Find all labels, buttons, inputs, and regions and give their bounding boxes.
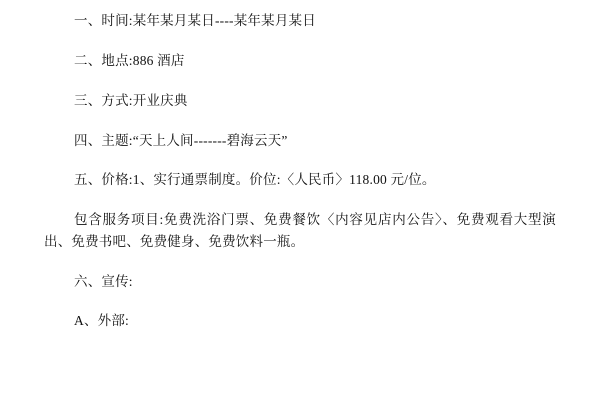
paragraph-schedule-price: 五、价格:1、实行通票制度。价位:〈人民币〉118.00 元/位。 — [74, 172, 436, 188]
paragraph-schedule-promotion: 六、宣传: — [74, 274, 133, 290]
paragraph-promotion-external: A、外部: — [74, 312, 129, 328]
paragraph-included-services: 包含服务项目:免费洗浴门票、免费餐饮〈内容见店内公告〉、免费观看大型演出、免费书吧、免费健身、免费饮料一瓶。 — [44, 212, 556, 250]
paragraph-schedule-place: 二、地点:886 酒店 — [74, 52, 185, 68]
document-body — [44, 10, 556, 332]
paragraph-schedule-format: 三、方式:开业庆典 — [74, 92, 188, 108]
paragraph-schedule-theme: 四、主题:“天上人间-------碧海云天” — [74, 132, 288, 148]
paragraph-schedule-time: 一、时间:某年某月某日----某年某月某日 — [74, 13, 316, 28]
